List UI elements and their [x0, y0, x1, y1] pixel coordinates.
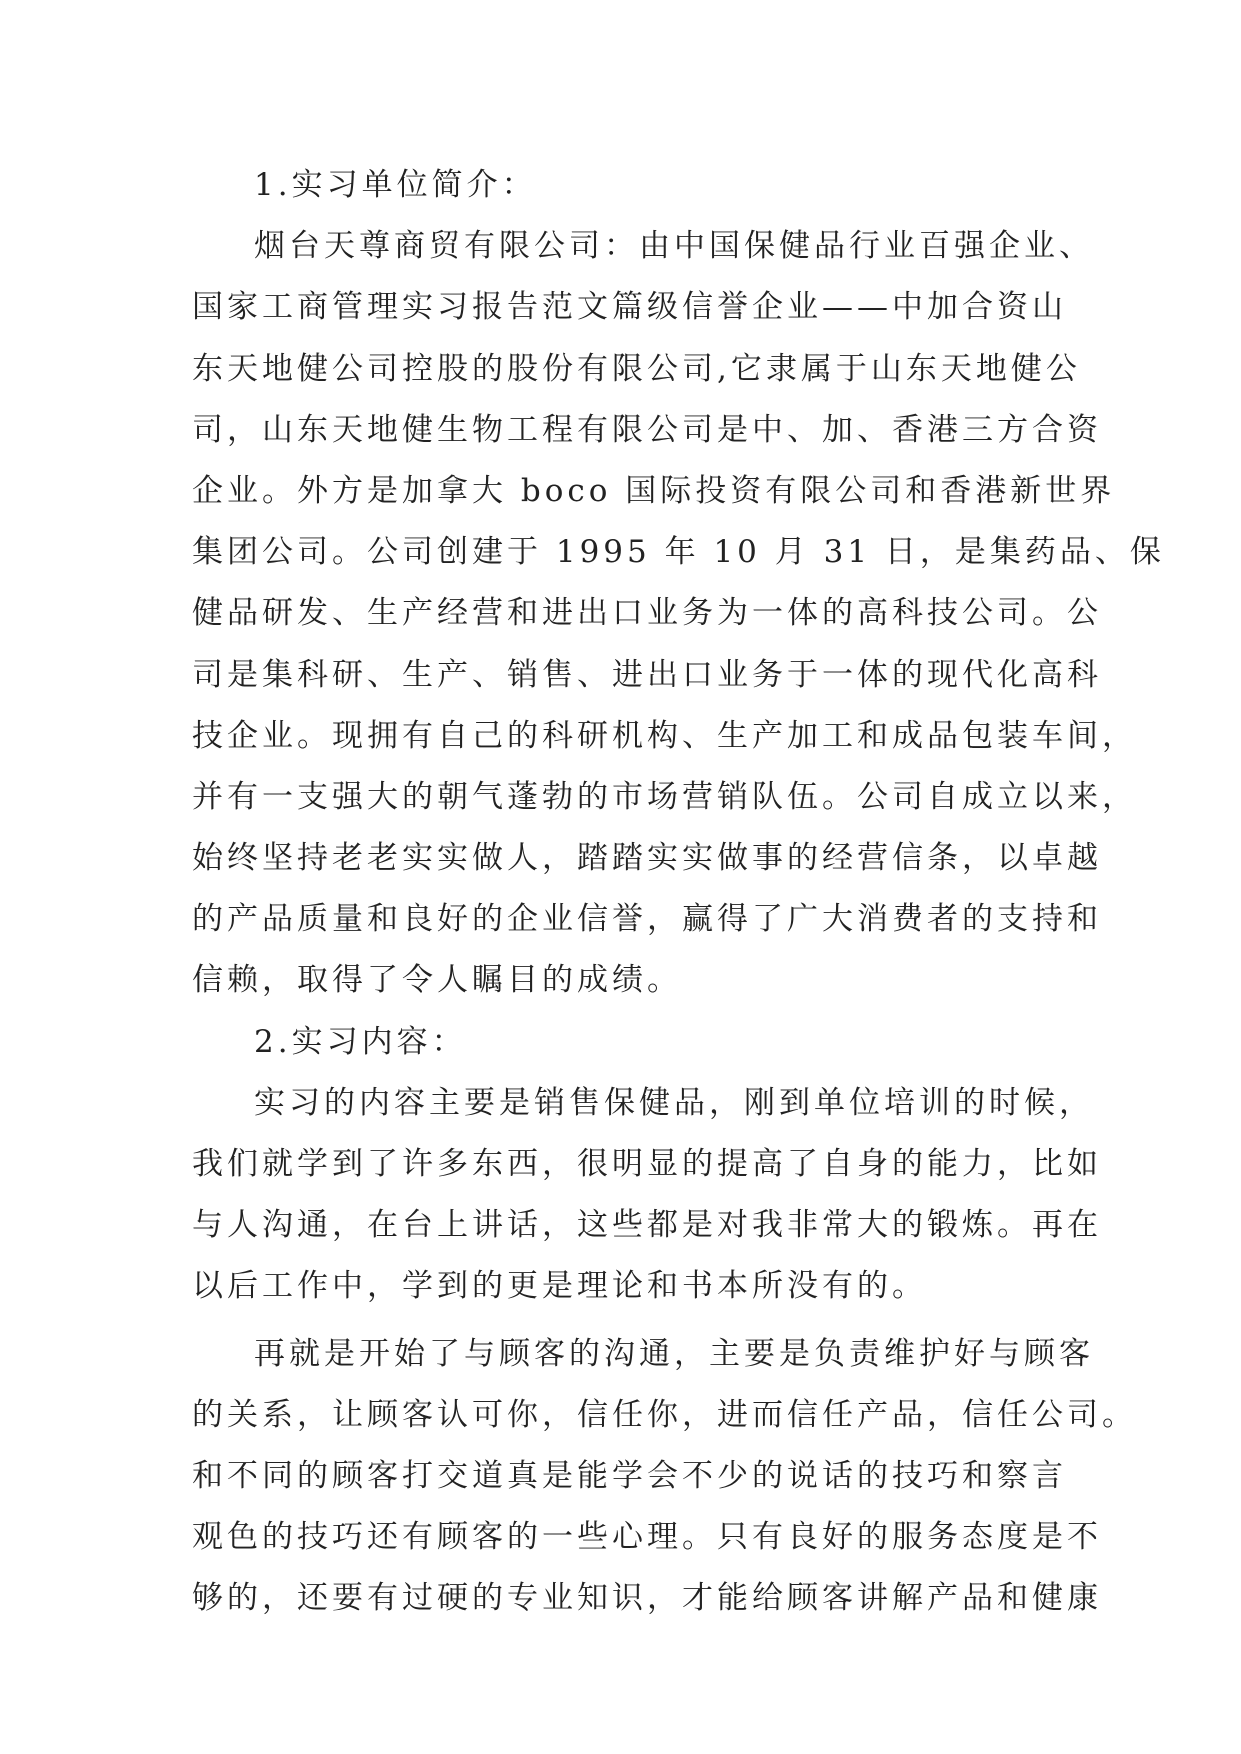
- paragraph-line: 司是集科研、生产、销售、进出口业务于一体的现代化高科: [192, 656, 1102, 693]
- paragraph-line: 的产品质量和良好的企业信誉，赢得了广大消费者的支持和: [192, 901, 1102, 938]
- paragraph-line: 技企业。现拥有自己的科研机构、生产加工和成品包装车间，: [192, 717, 1137, 754]
- paragraph-line: 和不同的顾客打交道真是能学会不少的说话的技巧和察言: [192, 1457, 1067, 1494]
- paragraph-line: 集团公司。公司创建于 1995 年 10 月 31 日，是集药品、保: [192, 534, 1165, 571]
- paragraph-line: 我们就学到了许多东西，很明显的提高了自身的能力，比如: [192, 1146, 1102, 1182]
- paragraph-line: 与人沟通，在台上讲话，这些都是对我非常大的锻炼。再在: [192, 1207, 1102, 1244]
- paragraph-line: 再就是开始了与顾客的沟通，主要是负责维护好与顾客: [254, 1335, 1094, 1372]
- paragraph-line: 国家工商管理实习报告范文篇级信誉企业——中加合资山: [192, 289, 1067, 326]
- section-2-heading: 2.实习内容：: [254, 1023, 467, 1060]
- paragraph-line: 并有一支强大的朝气蓬勃的市场营销队伍。公司自成立以来，: [192, 778, 1137, 815]
- paragraph-line: 企业。外方是加拿大 boco 国际投资有限公司和香港新世界: [192, 472, 1116, 509]
- paragraph-line: 烟台天尊商贸有限公司：由中国保健品行业百强企业、: [254, 228, 1094, 265]
- paragraph-line: 健品研发、生产经营和进出口业务为一体的高科技公司。公: [192, 595, 1102, 632]
- section-2-paragraph-2: [192, 1324, 1137, 1630]
- paragraph-line: 观色的技巧还有顾客的一些心理。只有良好的服务态度是不: [192, 1519, 1102, 1556]
- paragraph-line: 够的，还要有过硬的专业知识，才能给顾客讲解产品和健康: [192, 1580, 1102, 1617]
- paragraph-line: 信赖，取得了令人瞩目的成绩。: [192, 962, 682, 999]
- document-page: [192, 155, 1165, 1630]
- paragraph-line: 始终坚持老老实实做人，踏踏实实做事的经营信条，以卓越: [192, 840, 1102, 877]
- paragraph-line: 东天地健公司控股的股份有限公司,它隶属于山东天地健公: [192, 350, 1081, 387]
- section-2-paragraph-1: [192, 1073, 1102, 1318]
- paragraph-line: 司，山东天地健生物工程有限公司是中、加、香港三方合资: [192, 411, 1102, 448]
- paragraph-line: 的关系，让顾客认可你，信任你，进而信任产品，信任公司。: [192, 1396, 1137, 1433]
- paragraph-line: 以后工作中，学到的更是理论和书本所没有的。: [192, 1268, 927, 1305]
- section-1-heading: 1.实习单位简介：: [254, 167, 537, 203]
- section-1-paragraph: [192, 216, 1165, 1011]
- paragraph-line: 实习的内容主要是销售保健品，刚到单位培训的时候，: [254, 1084, 1094, 1121]
